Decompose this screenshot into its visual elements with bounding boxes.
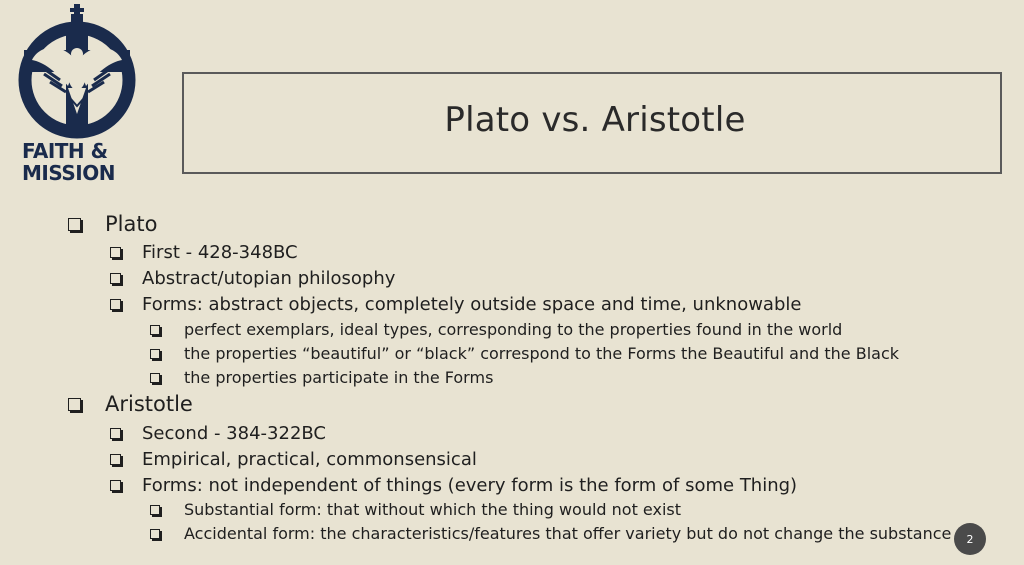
bullet-aristotle — [68, 392, 193, 416]
checkbox-bullet-icon — [110, 454, 121, 465]
bullet-text: the properties participate in the Forms — [184, 368, 494, 387]
checkbox-bullet-icon — [110, 299, 121, 310]
bullet-text: the properties “beautiful” or “black” correspond to the Forms the Beautiful and the Black — [184, 344, 899, 363]
bullet-label: Aristotle — [105, 392, 193, 416]
checkbox-bullet-icon — [150, 325, 160, 335]
bullet-text: Forms: not independent of things (every form is the form of some Thing) — [142, 475, 798, 496]
checkbox-bullet-icon — [150, 529, 160, 539]
bullet-plato-sub — [150, 368, 493, 387]
bullet-text: Substantial form: that without which the thing would not exist — [184, 500, 682, 519]
bullet-plato — [68, 212, 157, 236]
checkbox-bullet-icon — [68, 398, 81, 411]
slide-title: Plato vs. Aristotle — [444, 100, 746, 140]
bullet-plato-sub — [150, 320, 842, 339]
bullet-aristotle-sub — [150, 500, 681, 519]
bullet-plato-sub — [150, 344, 899, 363]
bullet-text: perfect exemplars, ideal types, corresponding to the properties found in the world — [184, 320, 843, 339]
bullet-text: Second - 384-322BC — [142, 423, 326, 444]
bullet-text: Empirical, practical, commonsensical — [142, 449, 477, 470]
checkbox-bullet-icon — [110, 480, 121, 491]
bullet-aristotle-item — [110, 449, 477, 470]
page-number-badge: 2 — [954, 523, 986, 555]
bullet-text: Abstract/utopian philosophy — [142, 268, 396, 289]
checkbox-bullet-icon — [150, 349, 160, 359]
bullet-text: Accidental form: the characteristics/features that offer variety but do not change the substance — [184, 524, 952, 543]
bullet-plato-item — [110, 294, 801, 315]
checkbox-bullet-icon — [110, 273, 121, 284]
checkbox-bullet-icon — [110, 247, 121, 258]
bullet-text: Forms: abstract objects, completely outside space and time, unknowable — [142, 294, 802, 315]
logo-line-1: FAITH & — [22, 139, 108, 163]
bullet-aristotle-item — [110, 475, 797, 496]
bullet-aristotle-sub — [150, 524, 951, 543]
bullet-plato-item — [110, 242, 298, 263]
bullet-aristotle-item — [110, 423, 326, 444]
bullet-label: Plato — [105, 212, 158, 236]
logo-line-2: MISSION — [22, 161, 115, 185]
checkbox-bullet-icon — [110, 428, 121, 439]
checkbox-bullet-icon — [150, 505, 160, 515]
bullet-plato-item — [110, 268, 395, 289]
checkbox-bullet-icon — [150, 373, 160, 383]
bullet-text: First - 428-348BC — [142, 242, 298, 263]
checkbox-bullet-icon — [68, 218, 81, 231]
